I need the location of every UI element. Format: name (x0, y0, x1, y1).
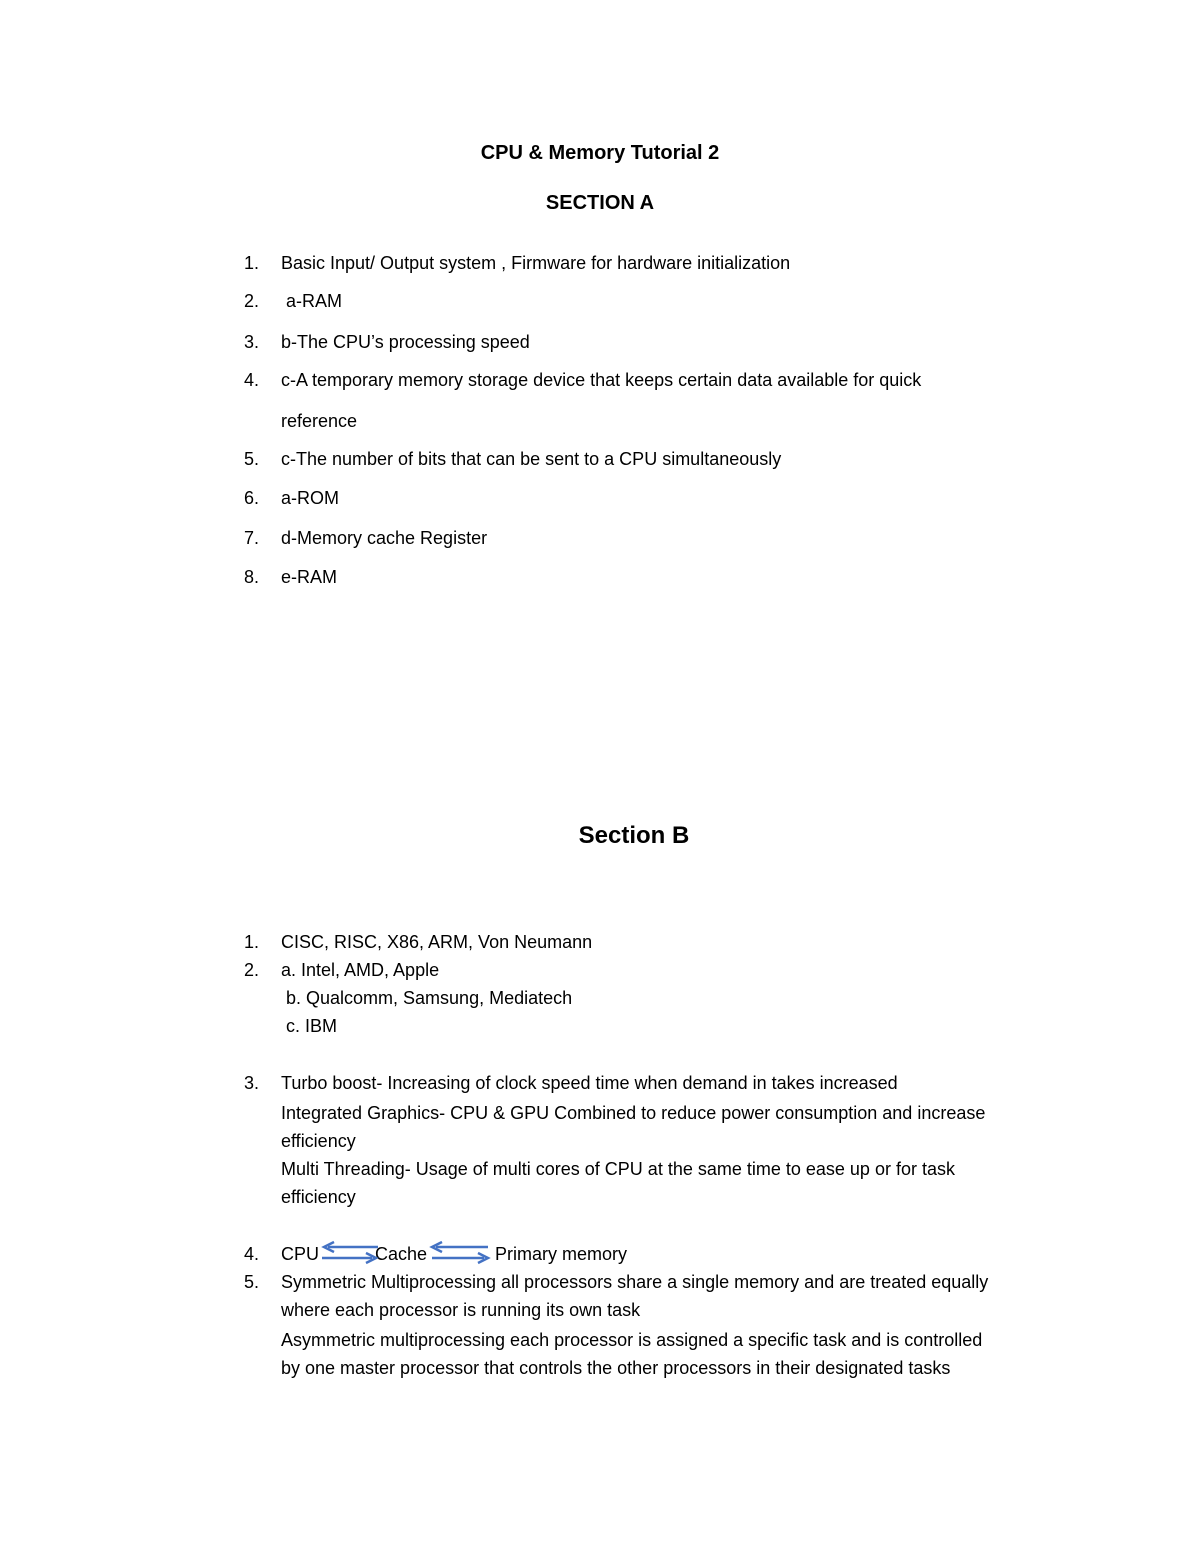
section-b-item-4 (244, 1242, 281, 1266)
section-a-item-5 (244, 447, 781, 471)
section-a-item-8 (244, 565, 337, 589)
list-text: a-ROM (281, 488, 339, 508)
list-text: Basic Input/ Output system , Firmware for hardware initialization (281, 253, 791, 273)
list-number: 1. (244, 932, 260, 952)
section-a-item-2 (244, 289, 342, 313)
section-b-item-5-line-3: Asymmetric multiprocessing each processor is assigned a specific task and is controlled (281, 1330, 983, 1350)
list-text: Symmetric Multiprocessing all processors share a single memory and are treated equally (281, 1272, 989, 1292)
list-number: 3. (244, 332, 260, 352)
list-number: 5. (244, 1272, 260, 1292)
list-text: Turbo boost- Increasing of clock speed time when demand in takes increased (281, 1073, 898, 1093)
list-text: CISC, RISC, X86, ARM, Von Neumann (281, 932, 593, 952)
list-number: 2. (244, 960, 260, 980)
section-a-item-4-continuation: reference (281, 411, 358, 431)
section-b-heading: Section B (578, 822, 690, 849)
list-number: 7. (244, 528, 260, 548)
section-b-item-2 (244, 958, 439, 982)
cpu-cache-double-arrow-icon (320, 1240, 382, 1270)
list-text: c-The number of bits that can be sent to a CPU simultaneously (281, 449, 782, 469)
list-text: a. Intel, AMD, Apple (281, 960, 440, 980)
section-b-item-3-line-5: efficiency (281, 1187, 356, 1207)
cpu-label: CPU (281, 1244, 320, 1264)
section-b-item-2-b: b. Qualcomm, Samsung, Mediatech (281, 988, 573, 1008)
section-b-item-5-line-4: by one master processor that controls the other processors in their designated tasks (281, 1358, 951, 1378)
list-number: 2. (244, 291, 260, 311)
list-text: a-RAM (281, 291, 343, 311)
section-b-item-3-line-4: Multi Threading- Usage of multi cores of CPU at the same time to ease up or for task (281, 1159, 955, 1179)
section-b-item-3-line-2: Integrated Graphics- CPU & GPU Combined to reduce power consumption and increase (281, 1103, 986, 1123)
section-a-item-4 (244, 368, 921, 392)
section-a-item-3 (244, 330, 530, 354)
section-b-item-3-line-3: efficiency (281, 1131, 356, 1151)
section-b-item-1 (244, 930, 592, 954)
section-a-heading: SECTION A (545, 192, 655, 214)
section-b-item-5-line-2: where each processor is running its own task (281, 1300, 641, 1320)
list-text: b-The CPU’s processing speed (281, 332, 530, 352)
document-title: CPU & Memory Tutorial 2 (480, 142, 720, 164)
list-number: 4. (244, 370, 260, 390)
list-number: 6. (244, 488, 260, 508)
cache-memory-double-arrow-icon (428, 1240, 492, 1270)
section-b-item-5 (244, 1270, 988, 1294)
list-text: e-RAM (281, 567, 338, 587)
list-number: 1. (244, 253, 260, 273)
section-a-item-7 (244, 526, 487, 550)
list-number: 3. (244, 1073, 260, 1093)
primary-memory-label: Primary memory (495, 1244, 628, 1264)
section-b-item-3 (244, 1071, 898, 1095)
list-number: 4. (244, 1244, 260, 1264)
cache-label: Cache (375, 1244, 428, 1264)
section-a-item-1 (244, 251, 790, 275)
list-text: c-A temporary memory storage device that keeps certain data available for quick (281, 370, 922, 390)
list-text: d-Memory cache Register (281, 528, 488, 548)
list-number: 8. (244, 567, 260, 587)
section-b-item-2-c: c. IBM (281, 1016, 338, 1036)
section-a-item-6 (244, 486, 339, 510)
list-number: 5. (244, 449, 260, 469)
